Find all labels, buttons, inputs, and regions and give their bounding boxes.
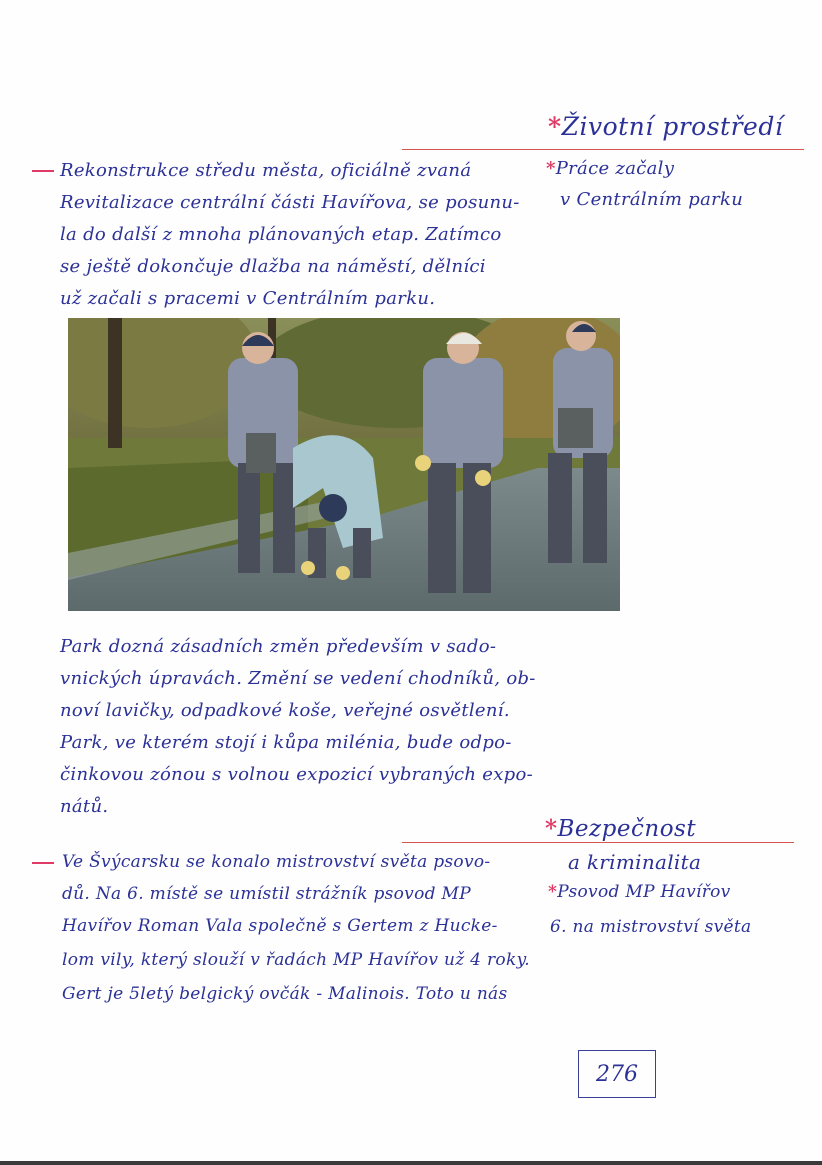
paragraph2-line: vnických úpravách. Změní se vedení chodníků, ob-: [60, 668, 536, 689]
heading-rule-environment: [402, 149, 804, 150]
paragraph1-line: la do další z mnoha plánovaných etap. Zatímco: [60, 224, 502, 245]
heading-rule-security: [402, 842, 794, 843]
heading-security: *Bezpečnost: [545, 815, 697, 842]
paragraph2-line: Park dozná zásadních změn především v sado-: [60, 636, 497, 657]
side-note-environment-line1: *Práce začaly: [546, 158, 675, 179]
side-note-security-line2: 6. na mistrovství světa: [550, 917, 752, 937]
paragraph2-line: Park, ve kterém stojí i kůpa milénia, bude odpo-: [60, 732, 512, 753]
security-paragraph-line: Havířov Roman Vala společně s Gertem z Hucke-: [62, 916, 498, 936]
paragraph2-line: činkovou zónou s volnou expozicí vybraných expo-: [60, 764, 533, 785]
heading-security-subline: a kriminalita: [568, 850, 702, 874]
asterisk-icon: *: [548, 882, 558, 902]
paragraph1-line: už začali s pracemi v Centrálním parku.: [60, 288, 436, 309]
paragraph-dash: [32, 170, 54, 172]
paragraph-dash: [32, 862, 54, 864]
side-note-environment-line2: v Centrálním parku: [560, 189, 744, 210]
paragraph2-line: nátů.: [60, 796, 109, 817]
paragraph1-line: Rekonstrukce středu města, oficiálně zvaná: [60, 160, 472, 181]
asterisk-icon: *: [546, 158, 556, 179]
security-paragraph-line: Gert je 5letý belgický ovčák - Malinois. Toto u nás: [62, 984, 508, 1004]
security-paragraph-line: Ve Švýcarsku se konalo mistrovství světa psovo-: [62, 852, 491, 872]
asterisk-icon: *: [548, 112, 562, 141]
scan-bottom-edge: [0, 1161, 822, 1165]
side-note-security-line1: *Psovod MP Havířov: [548, 882, 731, 902]
park-workers-photo: [68, 318, 620, 611]
security-paragraph-line: dů. Na 6. místě se umístil strážník psovod MP: [62, 884, 471, 904]
paragraph1-line: se ještě dokončuje dlažba na náměstí, dělníci: [60, 256, 486, 277]
paragraph1-line: Revitalizace centrální části Havířova, se posunu-: [60, 192, 520, 213]
heading-environment: *Životní prostředí: [548, 112, 784, 141]
page-number: 276: [578, 1050, 656, 1098]
asterisk-icon: *: [545, 815, 558, 842]
security-paragraph-line: lom vily, který slouží v řadách MP Havířov už 4 roky.: [62, 950, 530, 970]
paragraph2-line: noví lavičky, odpadkové koše, veřejné osvětlení.: [60, 700, 510, 721]
